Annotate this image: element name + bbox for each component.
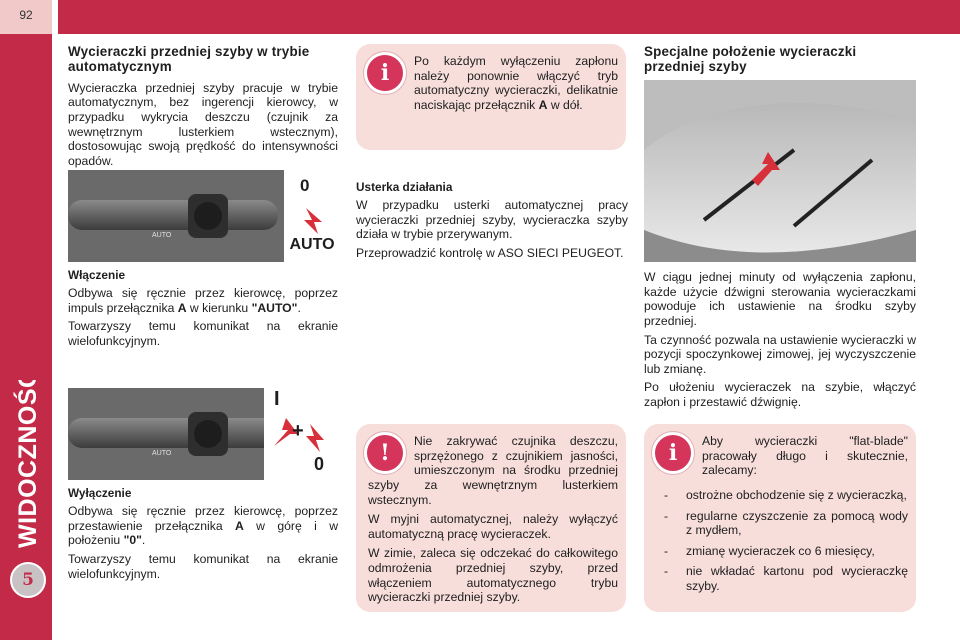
plus-label: +: [292, 420, 304, 442]
warning-p1: [368, 434, 618, 507]
stalk-auto-marking: AUTO: [152, 232, 172, 239]
special-p2: Ta czynność pozwala na ustawienie wycieraczki w pozycji spoczynkowej zimowej, jej wyczyszczenie lub zmianę.: [644, 332, 916, 376]
section-title-auto-wipers: Wycieraczki przedniej szyby w trybie automatycznym: [68, 44, 310, 75]
position-i-label: I: [274, 388, 280, 410]
enable-value: "AUTO": [251, 300, 298, 315]
warning-p1-text: Nie zakrywać czujnika deszczu, sprzężonego z czujnikiem jasności, umieszczonym na środku przedniej szyby za wewnętrznym lusterkiem wstecznym.: [368, 434, 618, 507]
disable-text-2: w górę i w położeniu: [68, 518, 338, 548]
list-item: - regularne czyszczenie za pomocą wody z mydłem,: [656, 509, 908, 538]
warning-p3: W zimie, zaleca się odczekać do całkowitego odmrożenia przedniej szyby, przed włączeniem automatycznego trybu wycieraczki przedniej szyby.: [368, 546, 618, 605]
left-column: [68, 44, 338, 173]
enable-text: [68, 286, 338, 315]
chapter-title-svg: [6, 380, 46, 550]
position-0-label-2: 0: [314, 454, 325, 474]
disable-section: [68, 486, 338, 585]
enable-heading: Włączenie: [68, 268, 126, 282]
info-callout-flatblade: [644, 424, 916, 612]
chapter-number: 5: [22, 570, 34, 590]
list-item: - ostrożne obchodzenie się z wycieraczką,: [656, 488, 908, 503]
warning-callout-sensor: [356, 424, 626, 612]
windshield-illustration: [644, 80, 916, 262]
warning-p2: W myjni automatycznej, należy wyłączyć automatyczną pracę wycieraczek.: [368, 512, 618, 541]
chapter-badge: [10, 562, 46, 598]
header-bar: [58, 0, 960, 34]
chapter-title: [6, 380, 46, 550]
page-number: 92: [19, 8, 33, 22]
right-column: [644, 44, 916, 81]
info-icon-2: i: [652, 432, 694, 474]
special-p1: W ciągu jednej minuty od wyłączenia zapłonu, każde użycie dźwigni sterowania wycieraczkami powoduje ich ustawienie na środku szyby przedniej.: [644, 270, 916, 328]
enable-section: [68, 268, 338, 353]
disable-value: "0": [123, 533, 142, 548]
info-text-2: w dół.: [547, 97, 583, 112]
enable-text-3: .: [297, 300, 301, 315]
position-0-label: 0: [300, 176, 310, 195]
tips-block: [656, 434, 908, 600]
stalk-photo-off: [68, 388, 340, 480]
info-ignition-text: [368, 54, 618, 113]
info-icon: i: [364, 52, 406, 94]
stalk-photo-auto: [68, 170, 340, 262]
fault-section: [356, 180, 628, 265]
enable-message: Towarzyszy temu komunikat na ekranie wielofunkcyjnym.: [68, 319, 338, 349]
info-key: A: [538, 97, 548, 112]
info-text-1: Po każdym wyłączeniu zapłonu należy ponownie włączyć tryb automatyczny wycieraczki, delikatnie naciskając przełącznik: [414, 54, 618, 112]
warning-icon: !: [364, 432, 406, 474]
windshield-photo: [644, 80, 916, 262]
disable-text: [68, 504, 338, 548]
section-title-special-position: Specjalne położenie wycieraczki przedniej szyby: [644, 44, 857, 75]
list-item: - nie wkładać kartonu pod wycieraczkę szyby.: [656, 564, 908, 593]
enable-key: A: [177, 300, 187, 315]
special-p3: Po ułożeniu wycieraczek na szybie, włączyć zapłon i przestawić dźwignię.: [644, 380, 916, 410]
chapter-title-text: WIDOCZNOŚĆ: [14, 380, 42, 548]
info-callout-ignition: [356, 44, 626, 150]
page-number-box: [0, 0, 52, 34]
fault-text: W przypadku usterki automatycznej pracy wycieraczki przedniej szyby, wycieraczka szyby działa w trybie przerywanym.: [356, 198, 628, 242]
intro-paragraph: Wycieraczka przedniej szyby pracuje w trybie automatycznym, bez ingerencji kierowcy, w przypadku wykrycia deszczu (czujnik za wewnętrznym lusterkiem wstecznym), dostosowując swoją prędkość do intensywności opadów.: [68, 80, 338, 169]
fault-action: Przeprowadzić kontrolę w ASO SIECI PEUGEOT.: [356, 246, 624, 261]
stalk-auto-marking-2: AUTO: [152, 450, 172, 457]
disable-text-3: .: [141, 533, 146, 548]
enable-text-2: w kierunku: [186, 300, 252, 315]
tips-list: [656, 484, 908, 594]
tips-intro-text: Aby wycieraczki "flat-blade" pracowały długo i skutecznie, zalecamy:: [702, 434, 908, 478]
special-position-text: [644, 270, 916, 414]
enable-text-1: Odbywa się ręcznie przez kierowcę, poprzez impuls przełącznika: [68, 286, 338, 315]
warning-text-block: [368, 434, 618, 605]
position-auto-label: AUTO: [289, 236, 335, 253]
disable-message: Towarzyszy temu komunikat na ekranie wielofunkcyjnym.: [68, 552, 338, 581]
fault-heading: Usterka działania: [356, 180, 453, 194]
disable-key: A: [235, 518, 244, 533]
tips-intro: [656, 434, 908, 478]
list-item: - zmianę wycieraczek co 6 miesięcy,: [656, 544, 908, 559]
disable-heading: Wyłączenie: [68, 486, 132, 500]
disable-text-1: Odbywa się ręcznie przez kierowcę, poprzez przestawienie przełącznika: [68, 504, 338, 533]
